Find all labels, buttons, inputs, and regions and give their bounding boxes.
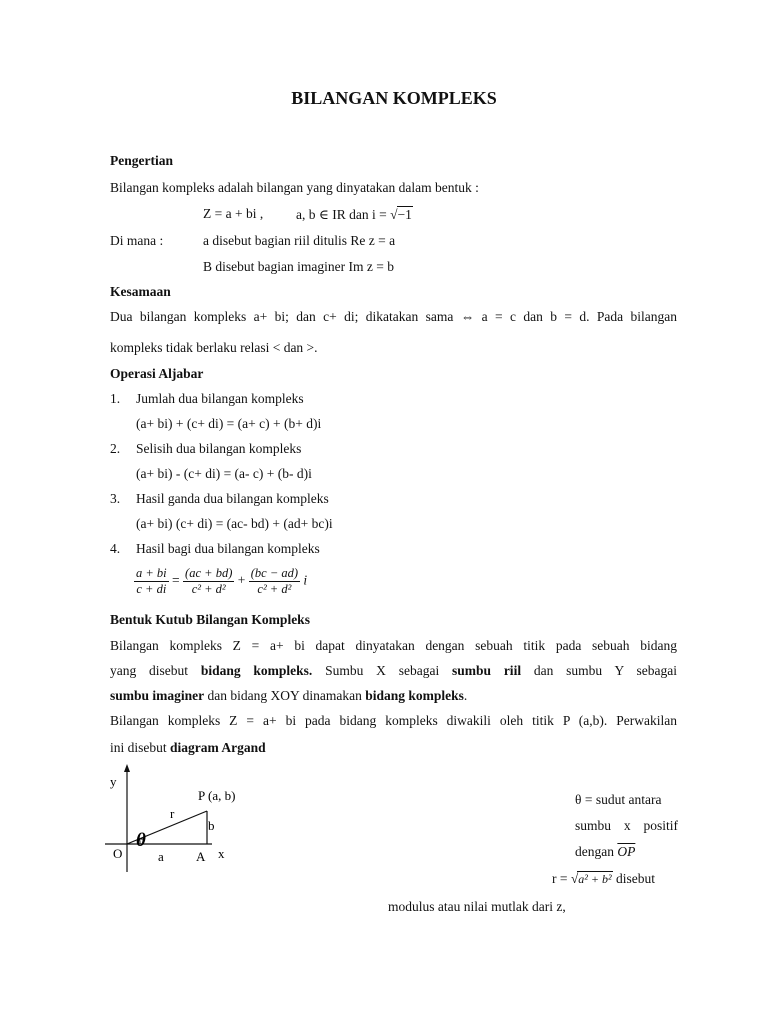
theta-note-line-1: θ = sudut antara xyxy=(575,792,662,807)
text-run: dan sumbu Y sebagai xyxy=(521,663,677,678)
modulus-description: modulus atau nilai mutlak dari z, xyxy=(388,899,566,914)
fraction-denominator: c² + d² xyxy=(191,582,226,596)
fraction-term-1 xyxy=(183,566,234,597)
section-heading-kesamaan: Kesamaan xyxy=(110,284,171,299)
kesamaan-line-2: kompleks tidak berlaku relasi < dan >. xyxy=(110,340,318,355)
theta-symbol: θ xyxy=(136,830,146,851)
real-part-definition: a disebut bagian riil ditulis Re z = a xyxy=(203,233,396,248)
term-diagram-argand: diagram Argand xyxy=(170,740,266,755)
fraction-numerator: (bc − ad) xyxy=(250,566,299,580)
kutub-paragraph-2-line-2 xyxy=(110,740,266,756)
modulus-formula: r = √a² + b² disebut xyxy=(552,871,655,886)
point-p-label: P (a, b) xyxy=(198,788,236,803)
kutub-paragraph-1-line-3 xyxy=(110,683,677,709)
kesamaan-line-1: Dua bilangan kompleks a+ bi; dan c+ di; dikatakan sama ⇔ a = c dan b = d. Pada bilangan xyxy=(110,309,677,324)
term-bidang-kompleks: bidang kompleks xyxy=(365,688,464,703)
r-label: r xyxy=(170,806,175,821)
x-axis-label: x xyxy=(218,846,225,861)
term-sumbu-imaginer: sumbu imaginer xyxy=(110,688,205,703)
r-equals: r = xyxy=(552,871,568,886)
list-item-number: 3. xyxy=(110,491,121,506)
sqrt-a2-b2: a² + b² xyxy=(578,872,612,886)
equals-sign: = xyxy=(172,572,180,588)
imaginary-part-definition: B disebut bagian imaginer Im z = b xyxy=(203,259,394,274)
section-heading-kutub: Bentuk Kutub Bilangan Kompleks xyxy=(110,612,310,627)
list-item-label: Selisih dua bilangan kompleks xyxy=(136,441,302,456)
term-bidang-kompleks: bidang kompleks. xyxy=(200,663,313,678)
formula-product: (a+ bi) (c+ di) = (ac- bd) + (ad+ bc)i xyxy=(136,516,333,531)
modulus-disebut: disebut xyxy=(615,871,655,886)
text-run: Sumbu X sebagai xyxy=(312,663,452,678)
kutub-paragraph-1-line-1: Bilangan kompleks Z = a+ bi dapat dinyatakan dengan sebuah titik pada sebuah bidang xyxy=(110,638,677,653)
list-item-label: Hasil bagi dua bilangan kompleks xyxy=(136,541,320,556)
point-a-label: A xyxy=(196,849,206,864)
y-axis-label: y xyxy=(110,774,117,789)
fraction-numerator: a + bi xyxy=(136,566,167,580)
complex-condition: a, b ∈ IR dan i = √−1 xyxy=(296,207,412,222)
text-run: yang disebut xyxy=(110,663,201,678)
y-axis-arrowhead xyxy=(124,764,130,772)
fraction-term-2 xyxy=(249,566,300,597)
page-title: BILANGAN KOMPLEKS xyxy=(291,88,497,108)
plus-sign: + xyxy=(237,572,246,588)
section-heading-pengertian: Pengertian xyxy=(110,153,173,168)
complex-condition-text: a, b ∈ IR dan i = xyxy=(296,207,387,222)
text-run: . xyxy=(463,688,468,703)
section-heading-operasi: Operasi Aljabar xyxy=(110,366,204,381)
complex-form: Z = a + bi , xyxy=(203,206,264,221)
kutub-paragraph-2-line-1: Bilangan kompleks Z = a+ bi pada bidang kompleks diwakili oleh titik P (a,b). Perwakilan xyxy=(110,713,677,728)
origin-label: O xyxy=(113,846,123,861)
formula-sum: (a+ bi) + (c+ di) = (a+ c) + (b+ d)i xyxy=(136,416,322,431)
text-run: dan bidang XOY dinamakan xyxy=(204,688,366,703)
list-item-number: 2. xyxy=(110,441,121,456)
dimana-label: Di mana : xyxy=(110,233,164,248)
theta-note-line-3 xyxy=(575,844,635,860)
sqrt-minus-one: −1 xyxy=(397,207,412,222)
formula-quotient xyxy=(134,566,307,597)
term-sumbu-riil: sumbu riil xyxy=(452,663,522,678)
fraction-denominator: c + di xyxy=(136,582,167,596)
fraction-denominator: c² + d² xyxy=(257,582,292,596)
b-label: b xyxy=(208,818,215,833)
list-item-label: Hasil ganda dua bilangan kompleks xyxy=(136,491,329,506)
text-run: dengan xyxy=(575,844,618,859)
fraction-numerator: (ac + bd) xyxy=(185,566,233,580)
vector-op: $\overline{OP}$ xyxy=(617,844,636,859)
formula-difference: (a+ bi) - (c+ di) = (a- c) + (b- d)i xyxy=(136,466,312,481)
list-item-number: 4. xyxy=(110,541,121,556)
kutub-paragraph-1-line-2 xyxy=(110,658,677,684)
imaginary-unit: i xyxy=(303,572,308,588)
argand-diagram xyxy=(100,760,260,875)
list-item-number: 1. xyxy=(110,391,121,406)
pengertian-intro: Bilangan kompleks adalah bilangan yang dinyatakan dalam bentuk : xyxy=(110,180,479,195)
a-label: a xyxy=(158,849,164,864)
theta-note-line-2: sumbu x positif xyxy=(575,818,678,833)
list-item-label: Jumlah dua bilangan kompleks xyxy=(136,391,304,406)
fraction-lhs xyxy=(134,566,169,597)
text-run: ini disebut xyxy=(110,740,170,755)
